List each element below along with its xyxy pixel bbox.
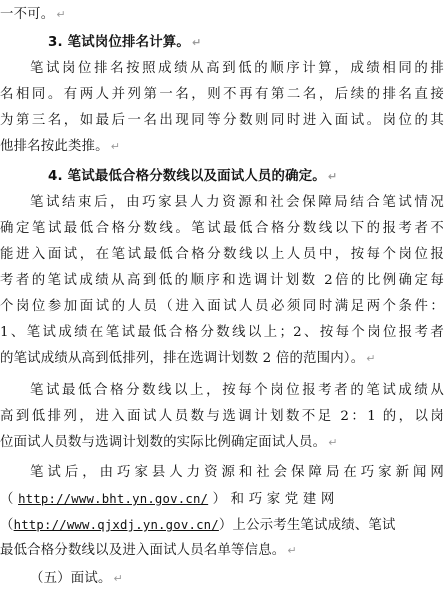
paragraph-mark-icon: ↵ [287,544,297,557]
text-line: 确定笔试最低合格分数线。笔试最低合格分数线以下的报考者不 [0,221,444,236]
paragraph-mark-icon: ↵ [328,436,338,449]
paragraph-mark-icon: ↵ [191,36,202,49]
text-line: 的笔试成绩从高到低排列，排在选调计划数 2 倍的范围内）。 ↵ [0,351,376,366]
text-line: 名相同。有两人并列第一名，则不再有第二名，后续的排名直接 [0,87,444,102]
text-line: 为第三名，如最后一名出现同等分数则同时进入面试。岗位的其 [0,113,444,128]
paragraph-mark-icon: ↵ [56,8,66,21]
text-line: 考者的笔试成绩从高到低的顺序和选调计划数 2倍的比例确定每 [0,273,444,288]
text-line: 能进入面试，在笔试最低合格分数线以上人员中，按每个岗位报 [0,247,444,262]
text-line: 他排名按此类推。 ↵ [0,139,121,154]
text-line: 1、笔试成绩在笔试最低合格分数线以上；2、按每个岗位报考者 [0,325,444,340]
text-line: 笔试最低合格分数线以上，按每个岗位报考者的笔试成绩从 [30,383,444,398]
section-heading: 4. 笔试最低合格分数线以及面试人员的确定。 ↵ [48,169,338,184]
party-building-site-link[interactable]: http://www.qjxdj.yn.gov.cn/ [13,518,219,532]
paragraph-mark-icon: ↵ [327,170,338,183]
text-line: 笔试岗位排名按照成绩从高到低的顺序计算，成绩相同的排 [30,61,444,76]
paragraph-mark-icon: ↵ [110,140,121,153]
text-line: 高到低排列，进入面试人员数与选调计划数不足 2：1 的，以岗 [0,409,444,424]
paragraph-mark-icon: ↵ [366,352,376,365]
text-line: 笔试后，由巧家县人力资源和社会保障局在巧家新闻网 [30,465,444,480]
section-heading: 3. 笔试岗位排名计算。 ↵ [48,35,202,50]
text-line: 最低合格分数线以及进入面试人员名单等信息。 ↵ [0,543,297,558]
text-line: 笔试结束后，由巧家县人力资源和社会保障局结合笔试情况 [30,195,444,210]
text-line-with-link: （http://www.qjxdj.yn.gov.cn/）上公示考生笔试成绩、笔试 [0,518,396,533]
paragraph-mark-icon: ↵ [113,572,123,585]
text-line: 位面试人员数与选调计划数的实际比例确定面试人员。 ↵ [0,435,338,450]
news-site-link[interactable]: http://www.bht.yn.gov.cn/ [18,492,209,506]
section-heading: （五）面试。 ↵ [30,571,123,586]
text-line: 一不可。 ↵ [0,7,66,22]
text-line-with-link: （ http://www.bht.yn.gov.cn/ ） 和 巧 家 党 建 网 [0,492,335,507]
text-line: 个岗位参加面试的人员（进入面试人员必须同时满足两个条件： [0,299,444,314]
